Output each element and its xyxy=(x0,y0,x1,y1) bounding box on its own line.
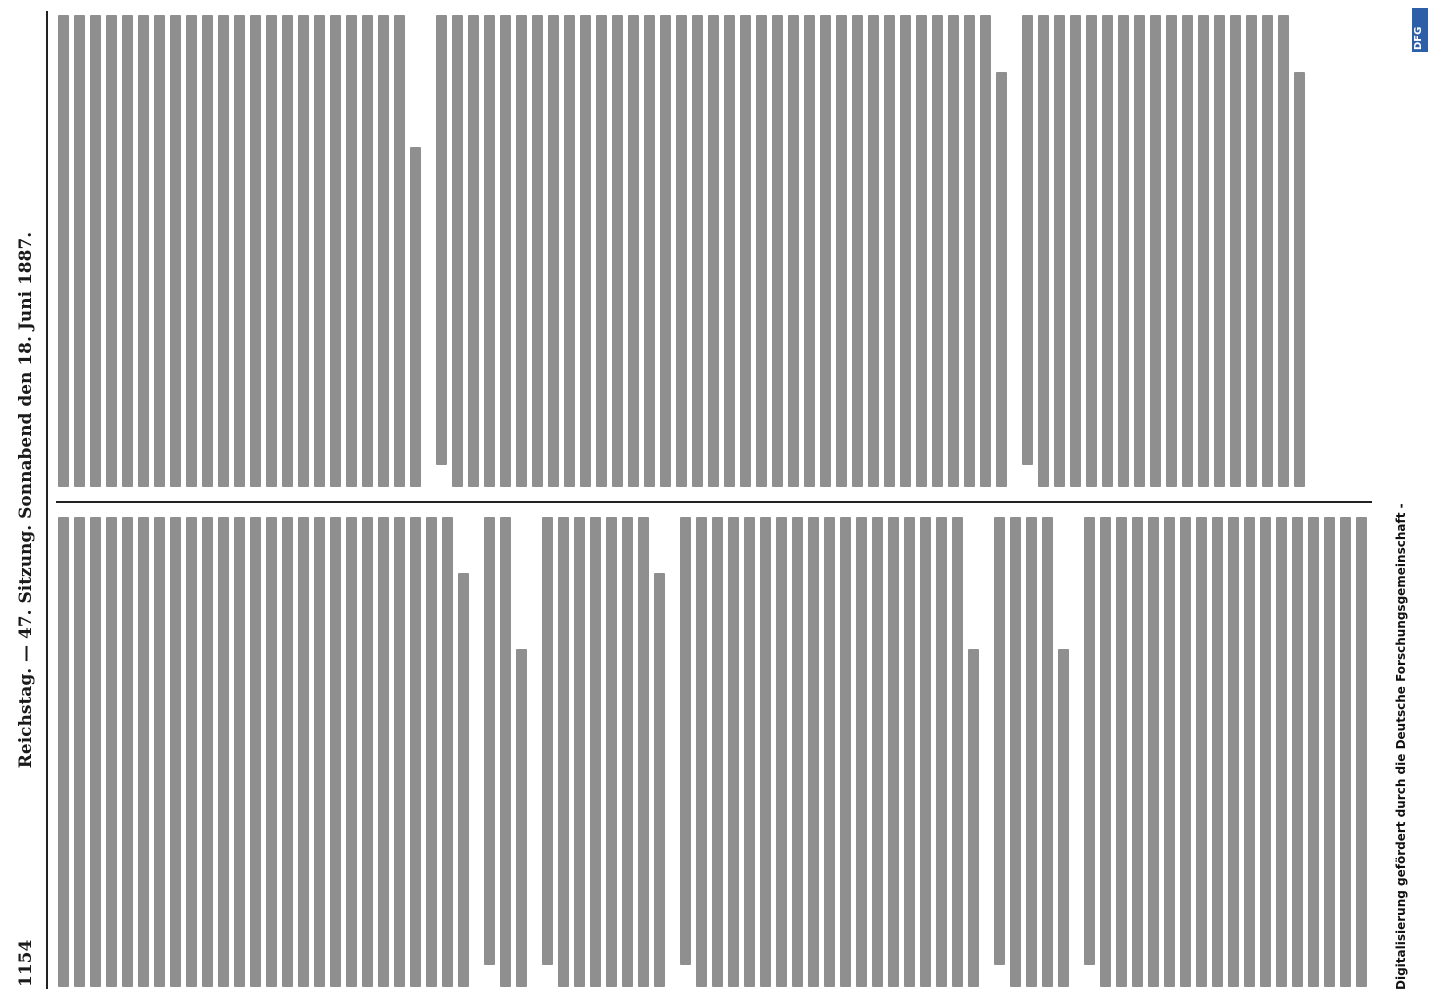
illegible-text-line xyxy=(170,15,181,487)
illegible-text-line xyxy=(852,15,863,487)
illegible-text-line xyxy=(820,15,831,487)
illegible-text-line xyxy=(1038,15,1049,487)
illegible-text-line xyxy=(772,15,783,487)
illegible-text-line xyxy=(996,72,1007,487)
illegible-text-line xyxy=(250,517,261,987)
illegible-text-line xyxy=(696,517,707,987)
illegible-text-line xyxy=(756,15,767,487)
illegible-text-line xyxy=(74,517,85,987)
illegible-text-line xyxy=(868,15,879,487)
illegible-text-line xyxy=(500,517,511,987)
illegible-text-line xyxy=(712,517,723,987)
illegible-text-line xyxy=(138,517,149,987)
illegible-text-line xyxy=(154,15,165,487)
illegible-text-line xyxy=(516,15,527,487)
illegible-text-line xyxy=(776,517,787,987)
illegible-text-line xyxy=(558,517,569,987)
illegible-text-line xyxy=(378,517,389,987)
illegible-text-line xyxy=(920,517,931,987)
illegible-text-line xyxy=(1340,517,1351,987)
illegible-text-line xyxy=(612,15,623,487)
illegible-text-line xyxy=(1148,517,1159,987)
illegible-text-line xyxy=(298,15,309,487)
illegible-text-line xyxy=(282,517,293,987)
illegible-text-line xyxy=(410,147,421,487)
illegible-text-line xyxy=(218,15,229,487)
illegible-text-line xyxy=(708,15,719,487)
illegible-text-line xyxy=(964,15,975,487)
illegible-text-line xyxy=(314,15,325,487)
illegible-text-line xyxy=(1134,15,1145,487)
illegible-text-line xyxy=(1228,517,1239,987)
illegible-text-line xyxy=(840,517,851,987)
illegible-text-line xyxy=(676,15,687,487)
dfg-logo-text: DFG xyxy=(1413,26,1424,50)
illegible-text-line xyxy=(250,15,261,487)
illegible-text-line xyxy=(1058,649,1069,987)
illegible-text-line xyxy=(234,517,245,987)
illegible-text-line xyxy=(644,15,655,487)
illegible-text-line xyxy=(468,15,479,487)
header-rule xyxy=(46,11,48,989)
illegible-text-line xyxy=(516,649,527,987)
illegible-text-line xyxy=(660,15,671,487)
illegible-text-line xyxy=(590,517,601,987)
illegible-text-line xyxy=(606,517,617,987)
illegible-text-line xyxy=(314,517,325,987)
illegible-text-line xyxy=(426,517,437,987)
illegible-text-line xyxy=(628,15,639,487)
illegible-text-line xyxy=(744,517,755,987)
illegible-text-line xyxy=(564,15,575,487)
illegible-text-line xyxy=(542,517,553,965)
illegible-text-line xyxy=(948,15,959,487)
illegible-text-line xyxy=(218,517,229,987)
illegible-text-line xyxy=(1118,15,1129,487)
illegible-text-line xyxy=(452,15,463,487)
page-header-title: Reichstag. — 47. Sitzung. Sonnabend den 18. Juni 1887. xyxy=(16,231,36,769)
illegible-text-line xyxy=(1132,517,1143,987)
illegible-text-line xyxy=(994,517,1005,965)
illegible-text-line xyxy=(442,517,453,987)
illegible-text-line xyxy=(1262,15,1273,487)
illegible-text-line xyxy=(724,15,735,487)
illegible-text-line xyxy=(856,517,867,987)
illegible-text-line xyxy=(1102,15,1113,487)
illegible-text-line xyxy=(884,15,895,487)
illegible-text-line xyxy=(1086,15,1097,487)
illegible-text-line xyxy=(792,517,803,987)
illegible-text-line xyxy=(122,15,133,487)
illegible-text-line xyxy=(1278,15,1289,487)
illegible-text-line xyxy=(122,517,133,987)
illegible-text-line xyxy=(394,15,405,487)
newspaper-page xyxy=(10,5,1390,995)
illegible-text-line xyxy=(904,517,915,987)
illegible-text-line xyxy=(1026,517,1037,987)
illegible-text-line xyxy=(936,517,947,987)
page-number: 1154 xyxy=(16,939,36,987)
illegible-text-line xyxy=(500,15,511,487)
illegible-text-line xyxy=(74,15,85,487)
text-column-left xyxy=(58,517,1368,987)
illegible-text-line xyxy=(728,517,739,987)
illegible-text-line xyxy=(872,517,883,987)
illegible-text-line xyxy=(760,517,771,987)
illegible-text-line xyxy=(202,517,213,987)
illegible-text-line xyxy=(330,15,341,487)
illegible-text-line xyxy=(1070,15,1081,487)
illegible-text-line xyxy=(916,15,927,487)
illegible-text-line xyxy=(808,517,819,987)
illegible-text-line xyxy=(362,517,373,987)
illegible-text-line xyxy=(888,517,899,987)
illegible-text-line xyxy=(202,15,213,487)
illegible-text-line xyxy=(378,15,389,487)
illegible-text-line xyxy=(952,517,963,987)
illegible-text-line xyxy=(394,517,405,987)
illegible-text-line xyxy=(1166,15,1177,487)
illegible-text-line xyxy=(1164,517,1175,987)
illegible-text-line xyxy=(1116,517,1127,987)
illegible-text-line xyxy=(548,15,559,487)
illegible-text-line xyxy=(362,15,373,487)
illegible-text-line xyxy=(1230,15,1241,487)
illegible-text-line xyxy=(186,15,197,487)
illegible-text-line xyxy=(1054,15,1065,487)
illegible-text-line xyxy=(1308,517,1319,987)
illegible-text-line xyxy=(298,517,309,987)
illegible-text-line xyxy=(58,517,69,987)
illegible-text-line xyxy=(346,15,357,487)
illegible-text-line xyxy=(90,517,101,987)
illegible-text-line xyxy=(638,517,649,987)
digitization-credit-text: Digitalisierung gefördert durch die Deutsche Forschungsgemeinschaft - xyxy=(1394,503,1408,990)
illegible-text-line xyxy=(436,15,447,465)
illegible-text-line xyxy=(90,15,101,487)
illegible-text-line xyxy=(1212,517,1223,987)
illegible-text-line xyxy=(1196,517,1207,987)
illegible-text-line xyxy=(680,517,691,965)
illegible-text-line xyxy=(234,15,245,487)
illegible-text-line xyxy=(266,517,277,987)
illegible-text-line xyxy=(1022,15,1033,465)
illegible-text-line xyxy=(1292,517,1303,987)
illegible-text-line xyxy=(580,15,591,487)
illegible-text-line xyxy=(1214,15,1225,487)
illegible-text-line xyxy=(106,15,117,487)
illegible-text-line xyxy=(106,517,117,987)
illegible-text-line xyxy=(170,517,181,987)
illegible-text-line xyxy=(1010,517,1021,987)
illegible-text-line xyxy=(154,517,165,987)
illegible-text-line xyxy=(1246,15,1257,487)
illegible-text-line xyxy=(596,15,607,487)
illegible-text-line xyxy=(1356,517,1367,987)
text-column-right xyxy=(58,15,1368,487)
illegible-text-line xyxy=(804,15,815,487)
illegible-text-line xyxy=(824,517,835,987)
illegible-text-line xyxy=(900,15,911,487)
illegible-text-line xyxy=(932,15,943,487)
illegible-text-line xyxy=(1198,15,1209,487)
illegible-text-line xyxy=(484,517,495,965)
illegible-text-line xyxy=(574,517,585,987)
illegible-text-line xyxy=(138,15,149,487)
illegible-text-line xyxy=(622,517,633,987)
illegible-text-line xyxy=(1150,15,1161,487)
illegible-text-line xyxy=(1244,517,1255,987)
illegible-text-line xyxy=(458,573,469,987)
illegible-text-line xyxy=(410,517,421,987)
illegible-text-line xyxy=(1276,517,1287,987)
illegible-text-line xyxy=(788,15,799,487)
illegible-text-line xyxy=(968,649,979,987)
column-divider xyxy=(56,501,1372,503)
illegible-text-line xyxy=(1042,517,1053,987)
illegible-text-line xyxy=(1084,517,1095,965)
illegible-text-line xyxy=(980,15,991,487)
illegible-text-line xyxy=(740,15,751,487)
illegible-text-line xyxy=(1182,15,1193,487)
illegible-text-line xyxy=(692,15,703,487)
illegible-text-line xyxy=(346,517,357,987)
illegible-text-line xyxy=(1324,517,1335,987)
illegible-text-line xyxy=(1100,517,1111,987)
illegible-text-line xyxy=(836,15,847,487)
illegible-text-line xyxy=(1260,517,1271,987)
illegible-text-line xyxy=(654,573,665,987)
illegible-text-line xyxy=(330,517,341,987)
illegible-text-line xyxy=(1294,72,1305,487)
illegible-text-line xyxy=(484,15,495,487)
illegible-text-line xyxy=(58,15,69,487)
illegible-text-line xyxy=(1180,517,1191,987)
illegible-text-line xyxy=(186,517,197,987)
illegible-text-line xyxy=(532,15,543,487)
illegible-text-line xyxy=(266,15,277,487)
illegible-text-line xyxy=(282,15,293,487)
